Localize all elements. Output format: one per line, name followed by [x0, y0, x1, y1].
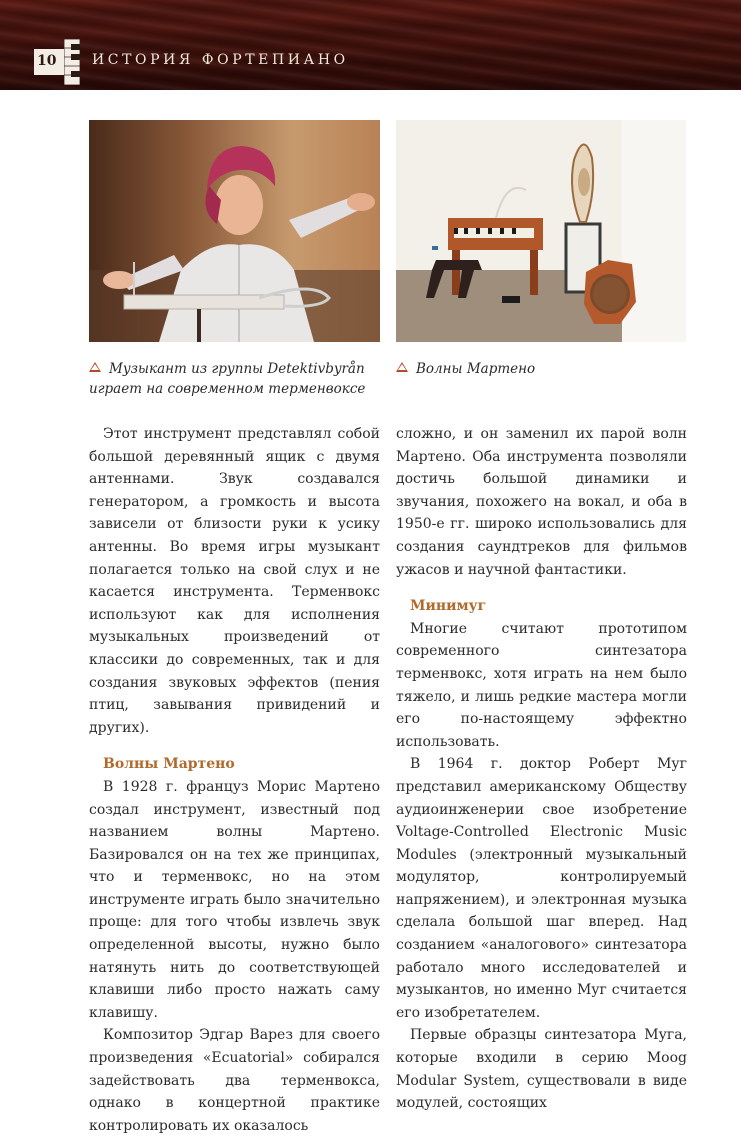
- section-heading: Волны Мартено: [103, 756, 235, 773]
- body-paragraph: В 1928 г. француз Морис Мартено создал инструмент, известный под названием волны Мартено. Базировался он на тех же принципах, что и терменвокс, но на этом инструменте играть было значительно проще: для того чтобы извлечь звук определенной высоты, нужно было натянуть нить до соответствующей клавиши либо просто нажать саму клавишу.: [89, 778, 380, 1021]
- running-title: ИСТОРИЯ ФОРТЕПИАНО: [92, 52, 349, 68]
- body-paragraph: Композитор Эдгар Варез для своего произведения «Ecuatorial» собирался задействовать два терменвокса, однако в концертной практике контролировать их оказалось: [89, 1027, 380, 1134]
- triangle-marker-icon: [89, 362, 101, 372]
- caption-text: Волны Мартено: [416, 361, 536, 377]
- body-paragraph: Первые образцы синтезатора Муга, которые входили в серию Moog Modular System, существовали в виде модулей, состоящих: [396, 1027, 687, 1112]
- body-paragraph: сложно, и он заменил их парой волн Мартено. Оба инструмента позволяли достичь большой динамики и звучания, похожего на вокал, и оба в 1950-е гг. широко использовались для создания саундтреков для фильмов ужасов и научной фантастики.: [396, 426, 687, 578]
- figure-caption-1: [89, 359, 389, 399]
- figure-caption-2: [396, 359, 686, 379]
- page-number: 10: [37, 53, 57, 69]
- page-header: [0, 0, 741, 90]
- triangle-marker-icon: [396, 362, 408, 372]
- theremin-photo: [89, 120, 380, 342]
- body-paragraph: Этот инструмент представлял собой большой деревянный ящик с двумя антеннами. Звук создавался генератором, а громкость и высота зависели от близости руки к усику антенны. Во время игры музыкант полагается только на свой слух и не касается инструмента. Терменвокс используют как для исполнения музыкальных произведений от классики до современных, так и для создания звуковых эффектов (пения птиц, завывания привидений и других).: [89, 426, 380, 736]
- body-paragraph: В 1964 г. доктор Роберт Муг представил американскому Обществу аудиоинженерии свое изобретение Voltage-Controlled Electronic Music Modules (электронный музыкальный модулятор, контролируемый напряжением), и электронная музыка сделала большой шаг вперед. Над созданием «аналогового» синтезатора работало много исследователей и музыкантов, но именно Муг считается его изобретателем.: [396, 756, 687, 1021]
- section-heading: Минимуг: [410, 598, 487, 615]
- body-paragraph: Многие считают прототипом современного синтезатора терменвокс, хотя играть на нем было тяжело, и лишь редкие мастера могли его по-настоящему эффектно использовать.: [396, 620, 687, 750]
- right-column: [396, 423, 687, 1115]
- ondes-martenot-photo: [396, 120, 686, 342]
- caption-text: Музыкант из группы Detektivbyrån играет на современном терменвоксе: [89, 361, 366, 397]
- left-column: [89, 423, 380, 1137]
